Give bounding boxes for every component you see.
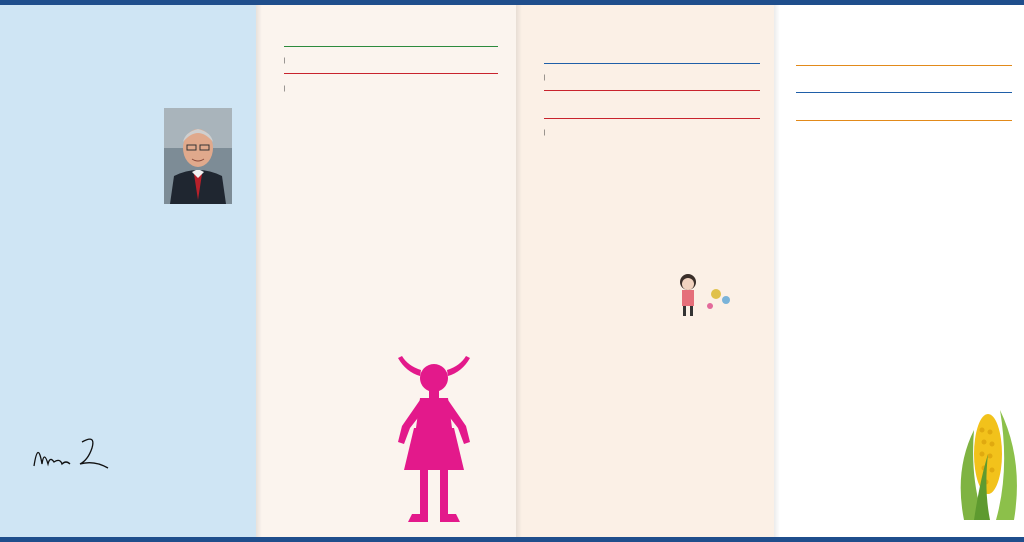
pippi-silhouette-illustration: [394, 348, 474, 526]
panel-readings: [516, 0, 774, 542]
divider: [544, 63, 760, 64]
divider: [796, 65, 1012, 66]
fold-shadow: [774, 0, 780, 542]
fold-shadow: [516, 0, 522, 542]
divider: [284, 73, 498, 74]
divider: [544, 90, 760, 91]
top-scallop-border: [0, 0, 1024, 12]
event-latin-stories: [796, 120, 1012, 139]
event-spanish-songs: [544, 118, 760, 137]
event-book-exhibition: [284, 73, 498, 92]
event-meta: [796, 68, 1012, 84]
event-meta: [544, 93, 662, 109]
bottom-scallop-border: [0, 530, 1024, 542]
event-mandinka-reading: [796, 92, 1012, 111]
event-meta: |: [544, 74, 546, 82]
divider: [796, 92, 1012, 93]
divider: [796, 120, 1012, 121]
divider: [544, 118, 760, 119]
readings-content: [544, 62, 760, 145]
panel-evening: [774, 0, 1024, 542]
welcome-content: [26, 36, 232, 48]
event-arabic-reading: [544, 63, 760, 82]
panel-welcome: [0, 0, 256, 542]
panel-program: [256, 0, 516, 542]
mayor-signature: [30, 430, 120, 480]
event-meta: |: [284, 57, 286, 65]
corn-illustration: [944, 390, 1024, 520]
book-cover-illustration: [664, 242, 744, 322]
event-film-exodus: [796, 65, 1012, 84]
event-meta: |: [284, 84, 286, 92]
mayor-portrait-image: [164, 108, 232, 204]
fold-shadow: [256, 0, 262, 542]
divider: [284, 46, 498, 47]
event-polish-reading: [544, 90, 760, 109]
event-opening: [284, 46, 498, 65]
evening-content: [796, 64, 1012, 147]
program-content: [284, 40, 498, 101]
event-meta: |: [544, 129, 546, 137]
event-meta: [796, 123, 1012, 139]
event-meta: [796, 95, 1012, 111]
